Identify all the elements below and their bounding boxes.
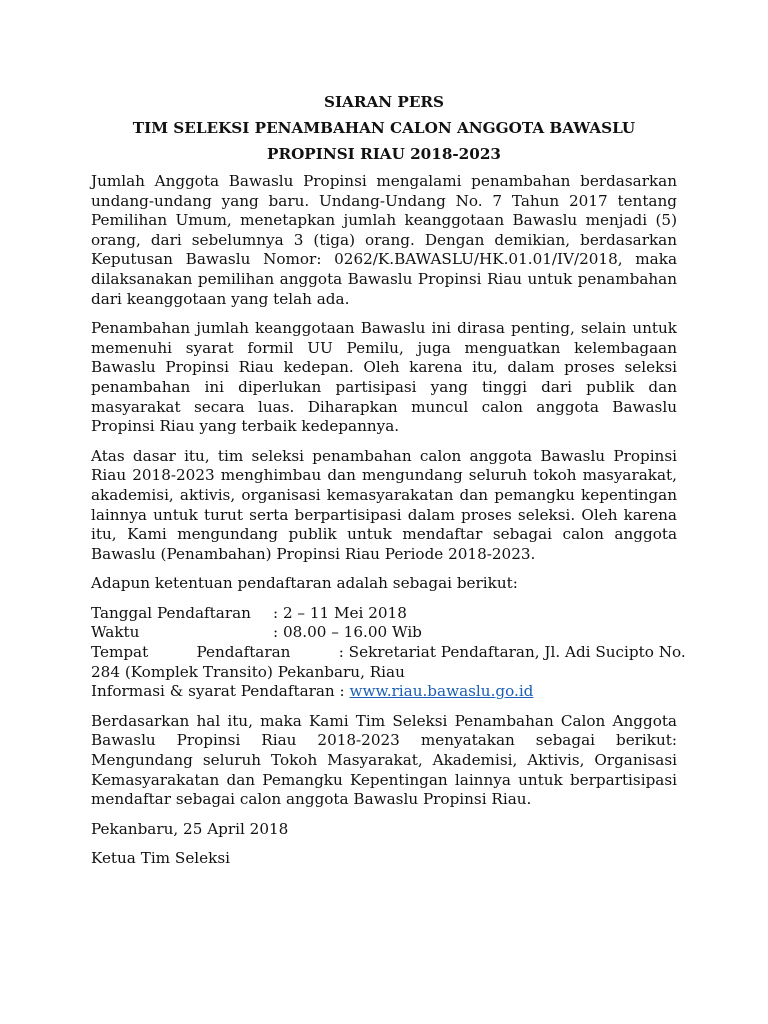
registration-info-label: Informasi & syarat Pendaftaran : — [91, 682, 350, 701]
signatory-title: Ketua Tim Seleksi — [91, 849, 231, 868]
place-and-date: Pekanbaru, 25 April 2018 — [91, 819, 289, 838]
registration-place-line1: Tempat Pendaftaran : Sekretariat Pendaftaran, Jl. Adi Sucipto No. — [91, 643, 686, 662]
document-title: SIARAN PERS — [323, 93, 445, 111]
document-subtitle: TIM SELEKSI PENAMBAHAN CALON ANGGOTA BAWASLU — [132, 119, 636, 137]
registration-date-value: : 2 – 11 Mei 2018 — [273, 603, 407, 622]
paragraph-intro: Jumlah Anggota Bawaslu Propinsi mengalami penambahan berdasarkan undang-undang yang baru. Undang-Undang No. 7 Tahun 2017 tentang Pemilihan Umum, menetapkan jumlah keanggotaan Bawaslu menjadi (5) orang, dari sebelumnya 3 (tiga) orang. Dengan demikian, berdasarkan Keputusan Bawaslu Nomor: 0262/K.BAWASLU/HK.01.01/IV/2018, maka dilaksanakan pemilihan anggota Bawaslu Propinsi Riau untuk penambahan dari keanggotaan yang telah ada. — [91, 172, 677, 308]
press-release-document — [91, 92, 686, 879]
paragraph-statement: Berdasarkan hal itu, maka Kami Tim Seleksi Penambahan Calon Anggota Bawaslu Propinsi Riau 2018-2023 menyatakan sebagai berikut: Mengundang seluruh Tokoh Masyarakat, Akademisi, Aktivis, Organisasi Kemasyarakatan dan Pemangku Kepentingan lainnya untuk berpartisipasi mendaftar sebagai calon anggota Bawaslu Propinsi Riau. — [91, 711, 677, 809]
registration-date-row — [91, 604, 677, 624]
document-subtitle-region: PROPINSI RIAU 2018-2023 — [267, 145, 501, 163]
bawaslu-website-link[interactable]: www.riau.bawaslu.go.id — [349, 682, 534, 701]
registration-date-label: Tanggal Pendaftaran — [91, 603, 251, 622]
registration-place-line2: 284 (Komplek Transito) Pekanbaru, Riau — [91, 662, 405, 681]
registration-time-value: : 08.00 – 16.00 Wib — [273, 623, 422, 642]
paragraph-requirements-intro: Adapun ketentuan pendaftaran adalah sebagai berikut: — [91, 574, 518, 593]
paragraph-importance: Penambahan jumlah keanggotaan Bawaslu ini dirasa penting, selain untuk memenuhi syarat formil UU Pemilu, juga menguatkan kelembagaan Bawaslu Propinsi Riau kedepan. Oleh karena itu, dalam proses seleksi penambahan ini diperlukan partisipasi yang tinggi dari publik dan masyarakat secara luas. Diharapkan muncul calon anggota Bawaslu Propinsi Riau yang terbaik kedepannya. — [91, 319, 677, 436]
registration-time-row — [91, 623, 677, 643]
paragraph-invitation: Atas dasar itu, tim seleksi penambahan calon anggota Bawaslu Propinsi Riau 2018-2023 menghimbau dan mengundang seluruh tokoh masyarakat, akademisi, aktivis, organisasi kemasyarakatan dan pemangku kepentingan lainnya untuk turut serta berpartisipasi dalam proses seleksi. Oleh karena itu, Kami mengundang publik untuk mendaftar sebagai calon anggota Bawaslu (Penambahan) Propinsi Riau Periode 2018-2023. — [91, 446, 677, 563]
registration-time-label: Waktu — [91, 623, 140, 642]
registration-details — [91, 603, 686, 702]
registration-info-row — [91, 682, 677, 702]
